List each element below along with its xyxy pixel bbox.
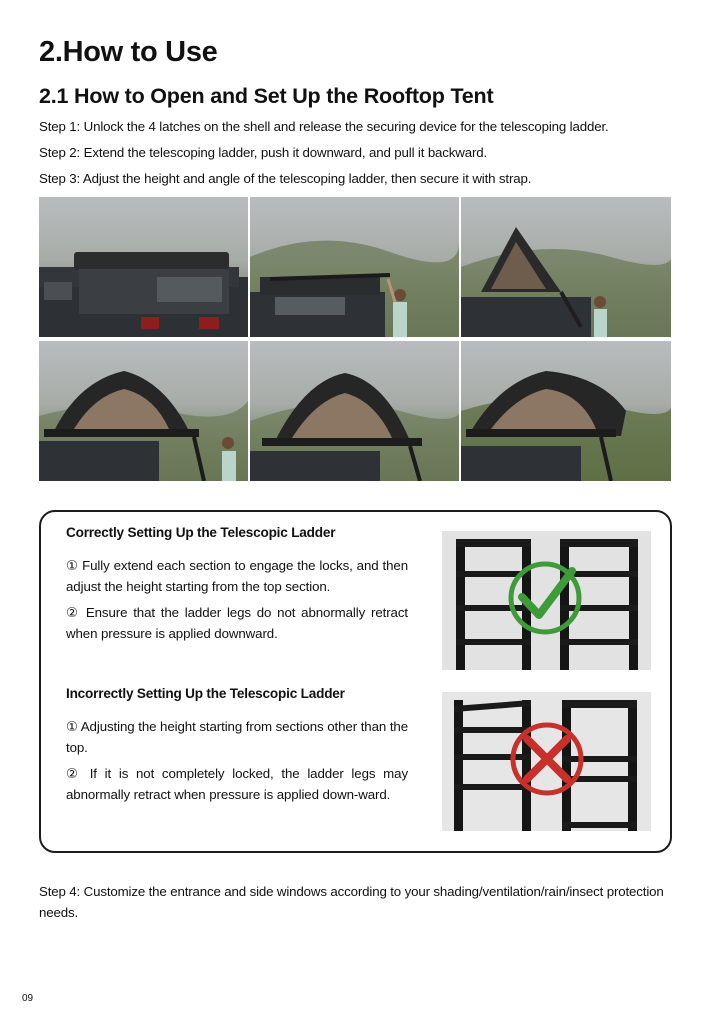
photo-tent-lifting — [461, 197, 671, 337]
incorrect-item-1: ① Adjusting the height starting from sections other than the top. — [66, 719, 408, 755]
photo-tent-open-front — [250, 341, 459, 481]
correct-item-1: ① Fully extend each section to engage the locks, and then adjust the height starting from the top section. — [66, 558, 408, 594]
photo-ladder-extended — [39, 341, 248, 481]
section-title: 2.How to Use — [39, 36, 218, 68]
step-4-text: Step 4: Customize the entrance and side windows according to your shading/ventilation/rain/insect protection needs. — [39, 884, 664, 920]
incorrect-ladder-photo — [442, 692, 651, 831]
step-1-text: Step 1: Unlock the 4 latches on the shell and release the securing device for the telescoping ladder. — [39, 119, 609, 134]
correct-ladder-photo — [442, 531, 651, 670]
correct-item-2: ② Ensure that the ladder legs do not abnormally retract when pressure is applied downward. — [66, 605, 408, 641]
step-2-text: Step 2: Extend the telescoping ladder, push it downward, and pull it backward. — [39, 145, 488, 160]
correct-setup-heading: Correctly Setting Up the Telescopic Ladder — [66, 525, 336, 540]
photo-tent-open-side — [461, 341, 671, 481]
incorrect-setup-heading: Incorrectly Setting Up the Telescopic Ladder — [66, 686, 345, 701]
photo-tent-closed — [39, 197, 248, 337]
setup-photo-grid — [39, 197, 671, 481]
page-number: 09 — [22, 993, 34, 1004]
incorrect-item-2: ② If it is not completely locked, the ladder legs may abnormally retract when pressure is applied down-ward. — [66, 766, 408, 802]
subsection-title: 2.1 How to Open and Set Up the Rooftop Tent — [39, 84, 494, 108]
step-3-text: Step 3: Adjust the height and angle of the telescoping ladder, then secure it with strap. — [39, 171, 532, 186]
photo-unlatching-shell — [250, 197, 459, 337]
